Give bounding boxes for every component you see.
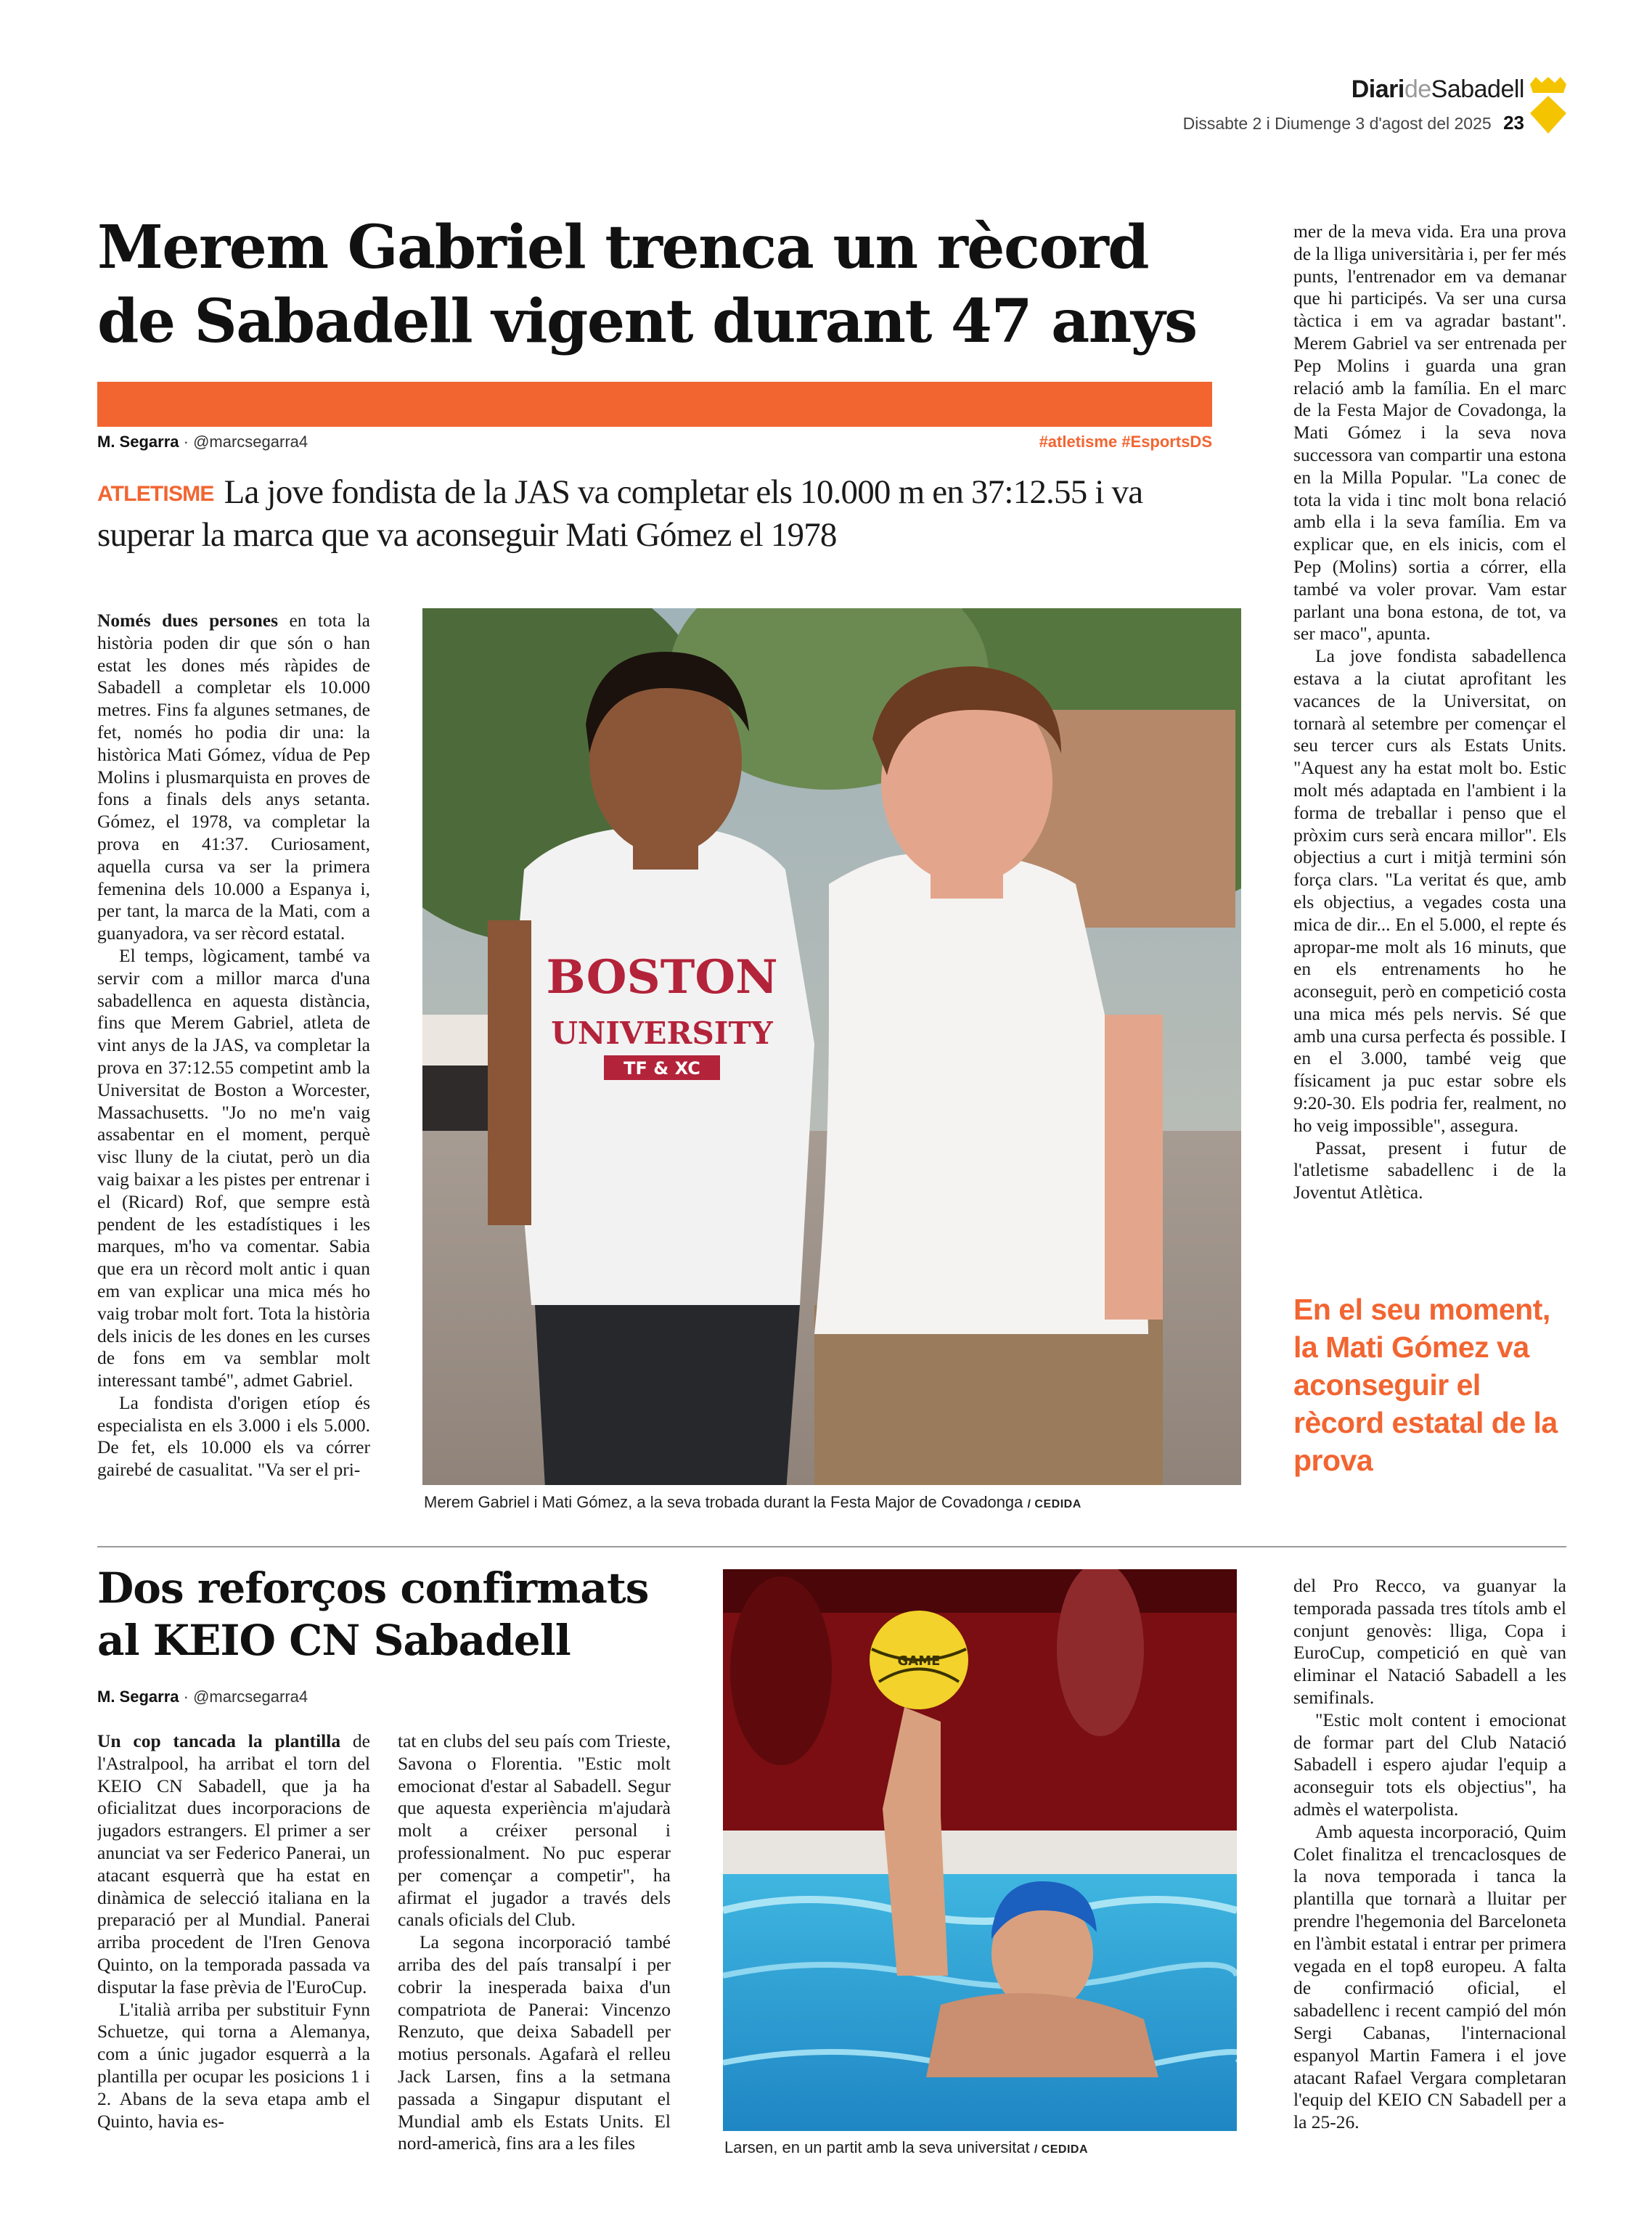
article2-title-line2: al KEIO CN Sabadell bbox=[97, 1616, 571, 1665]
article1-column1 bbox=[97, 610, 370, 1521]
article2-column1 bbox=[97, 1730, 370, 2159]
article1-title-line2: de Sabadell vigent durant 47 anys bbox=[97, 287, 1197, 356]
article1-paragraph: mer de la meva vida. Era una prova de la lliga universitària i, per fer més punts, l'entrenador em va demanar que hi participés. Va ser una cursa tàctica i em va agradar bastant". Merem Gabriel va ser entrenada per Pep Molins i guarda una gran relació amb la família. En el marc de la Festa Major de Covadonga, la Mati Gómez i la seva nova successora van compartir una estona en la Milla Popular. "La conec de tota la vida i tinc molt bona relació amb ella i la seva família. Em va explicar que, en els inicis, com el Pep (Molins) sortia a córrer, ella també va voler provar. Vam estar parlant una bona estona, de tot, va ser maco", apunta. bbox=[1293, 221, 1566, 645]
ball-print: GAME bbox=[897, 1653, 941, 1669]
article1-photo bbox=[422, 608, 1241, 1485]
article1-subtitle-text: La jove fondista de la JAS va completar els 10.000 m en 37:12.55 i va superar la marca que va aconseguir Mati Gómez el 1978 bbox=[97, 473, 1143, 554]
article1-title bbox=[97, 210, 1230, 359]
article2-paragraph: del Pro Recco, va guanyar la temporada passada tres títols amb el conjunt genovès: lliga, Copa i EuroCup, competició en què van eliminar el Natació Sabadell a les semifinals. bbox=[1293, 1575, 1566, 1708]
article1-byline bbox=[97, 433, 308, 451]
article1-title-line1: Merem Gabriel trenca un rècord bbox=[97, 213, 1149, 282]
article2-text: de l'Astralpool, ha arribat el torn del KEIO CN Sabadell, que ja ha oficialitzat dues incorporacions de jugadors estrangers. El primer a ser anunciat va ser Federico Panerai, un atacant esquerrà que ha estat en dinàmica de selecció italiana en la preparació per al Mundial. Panerai arriba procedent de l'Iren Genova Quinto, on la temporada passada va disputar la fase prèvia de l'EuroCup. bbox=[97, 1730, 370, 1997]
masthead bbox=[1132, 75, 1524, 141]
shirt-print-line2: UNIVERSITY bbox=[551, 1015, 773, 1051]
article2-handle: @marcsegarra4 bbox=[193, 1688, 308, 1706]
brand-bold: Diari bbox=[1351, 75, 1404, 103]
pull-quote: En el seu moment, la Mati Gómez va aconseguir el rècord estatal de la prova bbox=[1293, 1293, 1558, 1477]
section-divider bbox=[97, 1546, 1566, 1547]
issue-date: Dissabte 2 i Diumenge 3 d'agost del 2025 bbox=[1182, 114, 1492, 133]
article2-caption-credit: / CEDIDA bbox=[1034, 2143, 1089, 2156]
article1-paragraph: El temps, lògicament, també va servir com a millor marca d'una sabadellenca en aquesta distància, fins que Merem Gabriel, atleta de vint anys de la JAS, va completar la prova en 37:12.55 competint amb la Universitat de Boston a Worcester, Massachusetts. "Jo no me'n vaig assabentar en el moment, perquè visc lluny de la ciutat, però un dia vaig baixar a les pistes per entrenar i el (Ricard) Rof, que sempre està pendent de les estadístiques i les marques, m'ho va comentar. Sabia que era un rècord molt antic i quan em van explicar una mica més ho vaig trobar molt fort. Tota la història dels inicis de les dones en les curses de fons em va semblar molt interessant també", admet Gabriel. bbox=[97, 944, 370, 1391]
article2-title bbox=[97, 1562, 678, 1666]
article2-byline bbox=[97, 1688, 308, 1706]
shirt-print-line3: TF & XC bbox=[623, 1058, 700, 1079]
article2-paragraph: La segona incorporació també arriba des del país transalpí i per cobrir la inesperada baixa d'un compatriota de Panerai: Vincenzo Renzuto, que deixa Sabadell per motius personals. Agafarà el relleu Jack Larsen, fins a la setmana passada a Singapur disputant el Mundial amb els Estats Units. El nord-americà, fins ara a les files bbox=[398, 1931, 671, 2154]
brand-rest: Sabadell bbox=[1431, 75, 1524, 103]
article1-text: en tota la història poden dir que són o han estat les dones més ràpides de Sabadell a completar els 10.000 metres. Fins fa algunes setmanes, de fet, només ho podia dir una: la històrica Mati Gómez, vídua de Pep Molins i plusmarquista en proves de fons a finals dels anys setanta. Gómez, el 1978, va completar la prova en 41:37. Curiosament, aquella cursa va ser la primera femenina dels 10.000 a Espanya i, per tant, la marca de la Mati, com a guanyadora, va ser rècord estatal. bbox=[97, 610, 370, 944]
article2-column2 bbox=[398, 1730, 671, 2159]
article1-subtitle bbox=[97, 472, 1219, 555]
page-number: 23 bbox=[1503, 112, 1524, 134]
masthead-brand bbox=[1352, 75, 1524, 104]
byline-separator: · bbox=[183, 1688, 194, 1706]
article2-caption-text: Larsen, en un partit amb la seva universitat bbox=[724, 2138, 1030, 2156]
article2-paragraph: Amb aquesta incorporació, Quim Colet finalitza el trencaclosques de la nova temporada i tanca la plantilla que tornarà a lluitar per prendre l'hegemonia del Barceloneta en l'àmbit estatal i entrar per primera vegada en el top8 europeu. A falta de confirmació oficial, el sabadellenc i recent campió del món Sergi Cabanas, l'internacional espanyol Martin Famera i el jove atacant Rafael Vergara completaran l'equip del KEIO CN Sabadell per a la 25-26. bbox=[1293, 1820, 1566, 2133]
article1-caption-credit: / CEDIDA bbox=[1027, 1498, 1081, 1510]
article2-photo-caption bbox=[724, 2138, 1088, 2157]
article1-lead: Només dues persones bbox=[97, 610, 279, 631]
article2-lead: Un cop tancada la plantilla bbox=[97, 1730, 341, 1751]
article2-column3 bbox=[1293, 1575, 1566, 2163]
article2-paragraph: tat en clubs del seu país com Trieste, Savona o Florentia. "Estic molt emocionat d'estar al Sabadell. Segur que aquesta experiència m'ajudarà molt a créixer personal i professionalment. No puc esperar per començar a competir", ha afirmat el jugador a través dels canals oficials del Club. bbox=[398, 1730, 671, 1931]
article2-paragraph: L'italià arriba per substituir Fynn Schuetze, qui torna a Alemanya, com a únic jugador esquerrà a la plantilla per ocupar les posicions 1 i 2. Abans de la seva etapa amb el Quinto, havia es- bbox=[97, 1998, 370, 2132]
article1-photo-caption bbox=[424, 1493, 1081, 1512]
article1-paragraph bbox=[97, 610, 370, 945]
shirt-print-line1: BOSTON bbox=[546, 950, 778, 1005]
article1-column2 bbox=[1293, 221, 1566, 1266]
section-label: ATLETISME bbox=[97, 482, 214, 506]
article1-tags: #atletisme #EsportsDS bbox=[1039, 433, 1212, 451]
byline-separator: · bbox=[183, 433, 194, 451]
article2-title-line1: Dos reforços confirmats bbox=[97, 1563, 649, 1613]
article1-handle: @marcsegarra4 bbox=[193, 433, 308, 451]
article1-caption-text: Merem Gabriel i Mati Gómez, a la seva trobada durant la Festa Major de Covadonga bbox=[424, 1493, 1023, 1511]
article2-paragraph bbox=[97, 1730, 370, 1999]
brand-light: de bbox=[1404, 75, 1431, 103]
orange-banner bbox=[97, 382, 1212, 427]
masthead-date-row bbox=[1183, 112, 1524, 134]
article1-paragraph: Passat, present i futur de l'atletisme sabadellenc i de la Joventut Atlètica. bbox=[1293, 1137, 1566, 1203]
article1-author: M. Segarra bbox=[97, 433, 179, 451]
article2-paragraph: "Estic molt content i emocionat de formar part del Club Natació Sabadell i espero ajudar l'equip a aconseguir tots els objectius", ha admès el waterpolista. bbox=[1293, 1709, 1566, 1820]
article1-paragraph: La jove fondista sabadellenca estava a la ciutat aprofitant les vacances de la Universitat, on tornarà al setembre per començar el seu tercer curs als Estats Units. "Aquest any ha estat molt bo. Estic molt més adaptada en l'ambient i la forma de treballar i penso que el pròxim curs serà encara millor". Els objectius a curt i mitjà termini són força clars. "La veritat és que, amb els objectius, a vegades costa una mica de dir... En el 5.000, el repte és apropar-me molt als 16 minuts, que en els entrenaments ho he aconseguit, però en competició costa una mica més pels nervis. Sé que amb una cursa perfecta és possible. I en el 3.000, també veig que físicament ja puc estar sobre els 9:20-30. Els podria fer, realment, no ho veig impossible", assegura. bbox=[1293, 645, 1566, 1136]
article2-photo bbox=[723, 1569, 1237, 2131]
article1-paragraph: La fondista d'origen etíop és especialista en els 3.000 i els 5.000. De fet, els 10.000 els va córrer gairebé de casualitat. "Va ser el pri- bbox=[97, 1391, 370, 1481]
crest-icon bbox=[1527, 77, 1569, 135]
article2-author: M. Segarra bbox=[97, 1688, 179, 1706]
